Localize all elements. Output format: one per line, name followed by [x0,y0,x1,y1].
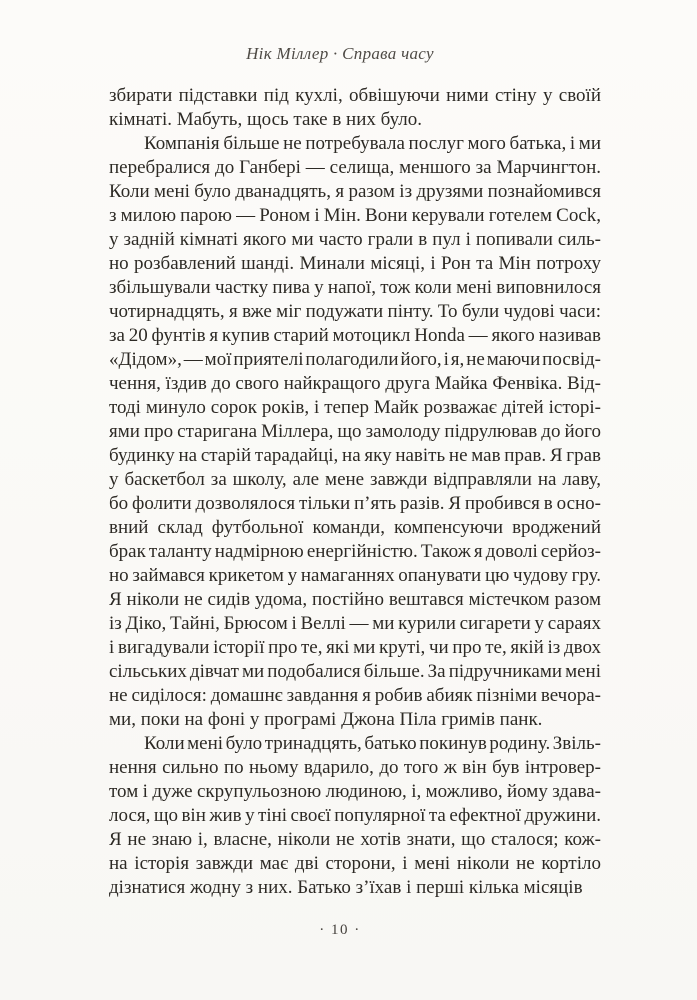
text-line: дізнатися жодну з них. Батько з’їхав і перші кілька місяців [109,877,583,898]
text-line: сільських дівчат ми подобалися більше. За підручниками мені [109,661,601,682]
text-line: Я не знаю і, власне, ніколи не хотів знати, що сталося; кож- [109,829,601,850]
text-line: нення сильно по ньому вдарило, до того ж він був інтровер- [109,757,601,778]
text-line: вний склад футбольної команди, компенсуючи вроджений [109,517,601,538]
text-line: лося, що він жив у тіні своєї популярної та ефектної дружини. [109,805,601,826]
text-line: чення, їздив до свого найкращого друга Майка Фенвіка. Від- [109,373,601,394]
text-line: і вигадували історії про те, які ми круті, чи про те, якій із двох [109,637,601,658]
text-line: ями про старигана Міллера, що замолоду підрулював до його [109,421,601,442]
text-line: з милою парою — Роном і Мін. Вони керували готелем Cock, [109,205,601,226]
text-line: у задній кімнаті якого ми часто грали в пул і попивали силь- [109,229,601,250]
text-line: но займався крикетом у намаганнях опанувати цю чудову гру. [109,565,601,586]
text-line: Коли мені було дванадцять, я разом із друзями познайомився [109,181,601,202]
text-line: у баскетбол за школу, але мене завжди відправляли на лаву, [109,469,601,490]
text-line: не сиділося: домашнє завдання я робив абияк пізніми вечора- [109,685,601,706]
text-line: том і дуже скрупульозною людиною, і, можливо, йому здава- [109,781,601,802]
text-line: на історія завжди має дві сторони, і мені ніколи не кортіло [109,853,601,874]
text-line: ми, поки на фоні у програмі Джона Піла гримів панк. [109,709,543,730]
text-line: із Діко, Тайні, Брюсом і Веллі — ми курили сигарети у сараях [109,613,601,634]
text-line: чотирнадцять, я вже міг подужати пінту. То були чудові часи: [109,301,601,322]
text-line: збирати підставки під кухлі, обвішуючи ними стіну у своїй [109,85,601,106]
text-line: збільшували частку пива у напої, тож коли мені виповнилося [109,277,601,298]
text-line: кімнаті. Мабуть, щось таке в них було. [109,109,422,130]
text-line: но розбавлений шанді. Минали місяці, і Рон та Мін потроху [109,253,601,274]
text-line: Я ніколи не сидів удома, постійно вештався містечком разом [109,589,601,610]
body-text [109,84,601,900]
text-line: бо фолити дозволялося тільки п’ять разів. Я пробився в осно- [109,493,601,514]
text-line: Компанія більше не потребувала послуг мого батька, і ми [144,133,601,154]
text-line: будинку на старій тарадайці, на яку навіть не мав прав. Я грав [109,445,601,466]
text-line: за 20 фунтів я купив старий мотоцикл Honda — якого називав [109,325,601,346]
text-line: Коли мені було тринадцять, батько покинув родину. Звіль- [144,733,601,754]
text-line: перебралися до Ганбері — селища, меншого за Марчингтон. [109,157,601,178]
text-line: «Дідом», — мої приятелі полагодили його, і я, не маючи посвід- [109,349,601,370]
text-line: брак таланту надмірною енергійністю. Також я доволі серйоз- [109,541,601,562]
page-number: · 10 · [319,922,361,938]
text-line: тоді минуло сорок років, і тепер Майк розважає дітей історі- [109,397,601,418]
running-header: Нік Міллер · Справа часу [246,44,434,63]
